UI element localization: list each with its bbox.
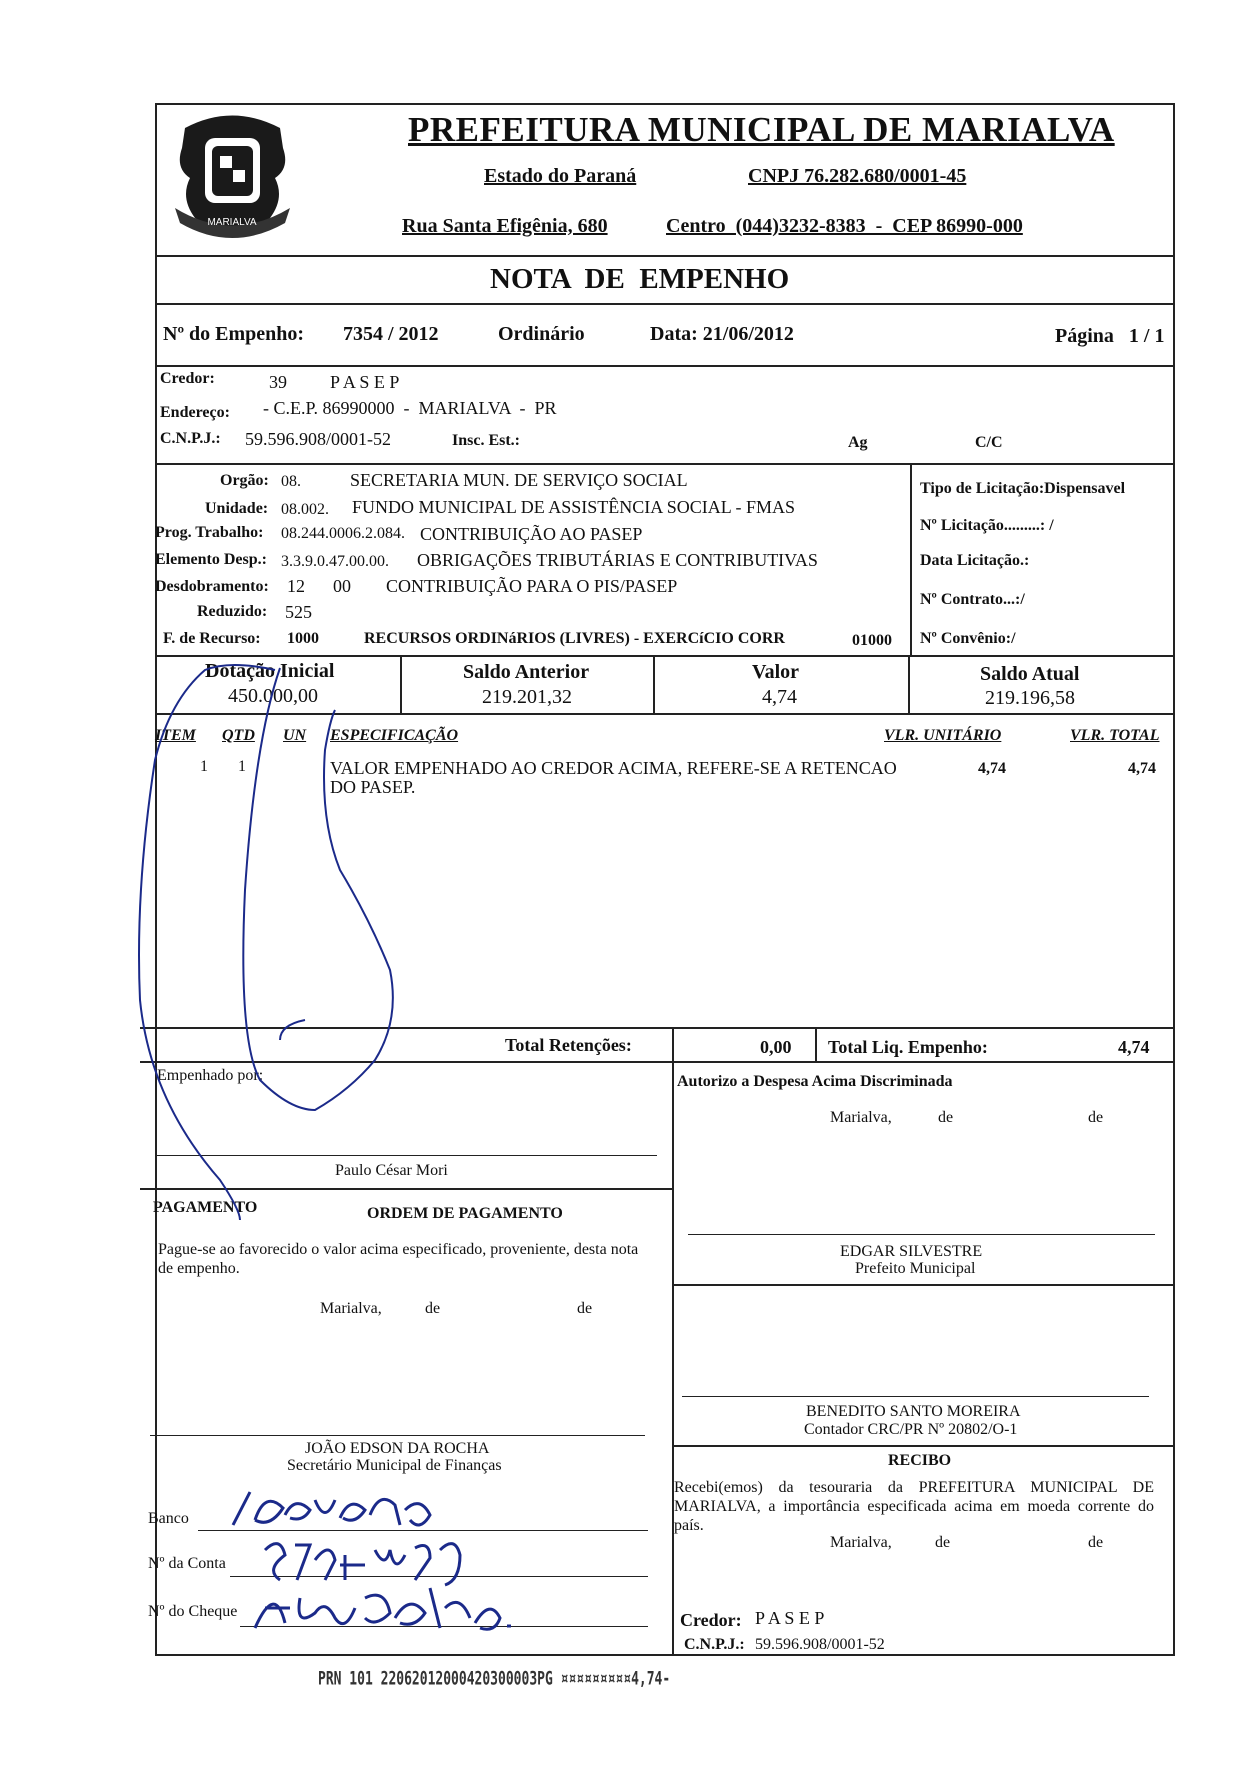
empenho-number-label: Nº do Empenho: xyxy=(163,323,305,345)
saldo-atual-label: Saldo Atual xyxy=(980,663,1080,685)
row-qtd: 1 xyxy=(238,758,246,775)
licitacao-contrato: Nº Contrato...:/ xyxy=(920,591,1025,608)
divider xyxy=(653,655,655,713)
desdob-label: Desdobramento: xyxy=(155,578,269,595)
row-vlr-total: 4,74 xyxy=(1128,760,1156,777)
recibo-de1: de xyxy=(935,1534,951,1551)
empenho-number: 7354 / 2012 xyxy=(343,323,439,345)
unidade-name: FUNDO MUNICIPAL DE ASSISTÊNCIA SOCIAL - FMAS xyxy=(352,497,796,517)
doc-title: NOTA DE EMPENHO xyxy=(490,263,790,295)
orgao-label: Orgão: xyxy=(220,472,269,489)
contador-nome: BENEDITO SANTO MOREIRA xyxy=(806,1403,1021,1420)
unidade-label: Unidade: xyxy=(205,500,269,517)
prog-code: 08.244.0006.2.084. xyxy=(281,525,405,542)
desdob-name: CONTRIBUIÇÃO PARA O PIS/PASEP xyxy=(386,576,678,596)
recurso-label: F. de Recurso: xyxy=(163,630,261,647)
row-espec-2: DO PASEP. xyxy=(330,777,416,797)
row-espec-1: VALOR EMPENHADO AO CREDOR ACIMA, REFERE-SE A RETENCAO xyxy=(330,758,897,778)
pague-de2: de xyxy=(577,1300,593,1317)
row-item: 1 xyxy=(200,758,208,775)
cnpj-credor-label: C.N.P.J.: xyxy=(160,430,221,447)
signature-line xyxy=(150,1435,645,1436)
signature-line xyxy=(682,1396,1149,1397)
liquido-label: Total Liq. Empenho: xyxy=(828,1037,988,1057)
address-label: Endereço: xyxy=(160,404,230,421)
licitacao-convenio: Nº Convênio:/ xyxy=(920,630,1016,647)
banco-label: Banco xyxy=(148,1510,189,1527)
ag-label: Ag xyxy=(848,434,868,451)
signature-line xyxy=(688,1234,1155,1235)
recibo-city: Marialva, xyxy=(830,1534,892,1551)
saldo-anterior-label: Saldo Anterior xyxy=(463,661,590,683)
crest-icon xyxy=(165,108,300,248)
empenho-type: Ordinário xyxy=(498,323,585,345)
pague-de1: de xyxy=(425,1300,441,1317)
pague-text: Pague-se ao favorecido o valor acima especificado, proveniente, desta nota de empenho. xyxy=(158,1241,639,1277)
empenho-date: Data: 21/06/2012 xyxy=(650,323,794,345)
elemento-label: Elemento Desp.: xyxy=(155,551,267,568)
desdob-code2: 00 xyxy=(333,576,351,596)
cc-label: C/C xyxy=(975,434,1003,451)
pague-city: Marialva, xyxy=(320,1300,382,1317)
valor-value: 4,74 xyxy=(762,686,797,708)
recurso-code: 1000 xyxy=(287,630,319,647)
empenhado-nome: Paulo César Mori xyxy=(335,1162,448,1179)
reduzido-label: Reduzido: xyxy=(197,603,268,620)
divider xyxy=(155,303,1175,305)
page-title: PREFEITURA MUNICIPAL DE MARIALVA xyxy=(408,110,1115,149)
desdob-code1: 12 xyxy=(287,576,305,596)
saldo-anterior-value: 219.201,32 xyxy=(482,686,572,708)
liquido-value: 4,74 xyxy=(1118,1037,1150,1057)
credor-code: 39 xyxy=(269,372,287,392)
divider xyxy=(672,1061,674,1656)
saldo-atual-value: 219.196,58 xyxy=(985,687,1075,709)
autorizo-label: Autorizo a Despesa Acima Discriminada xyxy=(677,1073,953,1090)
svg-text:MARIALVA: MARIALVA xyxy=(207,217,257,228)
cashier-stamp: PRN 101 22062012000420300003PG ¤¤¤¤¤¤¤¤¤4,74- xyxy=(318,1669,671,1690)
valor-label: Valor xyxy=(752,661,800,683)
contact-label: Centro (044)3232-8383 - CEP 86990-000 xyxy=(666,215,1023,237)
recibo-credor-nome: P A S E P xyxy=(755,1608,825,1628)
insc-est-label: Insc. Est.: xyxy=(452,432,521,449)
prog-name: CONTRIBUIÇÃO AO PASEP xyxy=(420,524,643,544)
divider xyxy=(155,463,1175,465)
cnpj-credor: 59.596.908/0001-52 xyxy=(245,429,391,449)
recibo-credor-label: Credor: xyxy=(680,1610,742,1630)
recurso-extra: 01000 xyxy=(852,632,892,649)
col-vlr-unit: VLR. UNITÁRIO xyxy=(884,727,1002,744)
contador-cargo: Contador CRC/PR Nº 20802/O-1 xyxy=(804,1421,1018,1438)
autorizo-de2: de xyxy=(1088,1109,1104,1126)
state-label: Estado do Paraná xyxy=(484,165,637,187)
unidade-code: 08.002. xyxy=(281,501,329,518)
secretario-cargo: Secretário Municipal de Finanças xyxy=(287,1457,502,1474)
secretario-nome: JOÃO EDSON DA ROCHA xyxy=(305,1440,490,1457)
divider xyxy=(155,365,1175,367)
page-number: Página 1 / 1 xyxy=(1055,325,1165,347)
divider xyxy=(815,1027,817,1061)
col-qtd: QTD xyxy=(222,727,255,744)
divider xyxy=(672,1445,1175,1447)
licitacao-data: Data Licitação.: xyxy=(920,552,1030,569)
prefeito-nome: EDGAR SILVESTRE xyxy=(840,1243,983,1260)
pen-stroke-decoration xyxy=(130,640,480,1220)
divider xyxy=(155,255,1175,257)
pagamento-label: PAGAMENTO xyxy=(153,1199,258,1216)
ordem-label: ORDEM DE PAGAMENTO xyxy=(367,1205,563,1222)
reduzido: 525 xyxy=(285,602,312,622)
col-espec: ESPECIFICAÇÃO xyxy=(330,727,459,744)
autorizo-city: Marialva, xyxy=(830,1109,892,1126)
recibo-label: RECIBO xyxy=(888,1452,952,1469)
credor-label: Credor: xyxy=(160,370,215,387)
licitacao-numero: Nº Licitação.........: / xyxy=(920,517,1054,534)
retencoes-value: 0,00 xyxy=(760,1037,792,1057)
orgao-name: SECRETARIA MUN. DE SERVIÇO SOCIAL xyxy=(350,470,688,490)
retencoes-label: Total Retenções: xyxy=(505,1035,632,1055)
handwriting-cheque xyxy=(245,1578,525,1638)
dotacao-value: 450.000,00 xyxy=(228,685,318,707)
licitacao-tipo: Tipo de Licitação:Dispensavel xyxy=(920,480,1126,497)
orgao-code: 08. xyxy=(281,473,301,490)
recibo-text: Recebi(emos) da tesouraria da PREFEITURA MUNICIPAL DE MARIALVA, a importância especificada acima em moeda corrente do país. xyxy=(674,1479,1154,1534)
row-vlr-unit: 4,74 xyxy=(978,760,1006,777)
prog-label: Prog. Trabalho: xyxy=(155,524,264,541)
cheque-label: Nº do Cheque xyxy=(148,1603,238,1620)
recibo-de2: de xyxy=(1088,1534,1104,1551)
col-item: ITEM xyxy=(155,727,196,744)
cnpj-label: CNPJ 76.282.680/0001-45 xyxy=(748,165,967,187)
elemento-name: OBRIGAÇÕES TRIBUTÁRIAS E CONTRIBUTIVAS xyxy=(417,550,818,570)
dotacao-label: Dotação Inicial xyxy=(205,660,335,682)
conta-label: Nº da Conta xyxy=(148,1555,226,1572)
credor-name: P A S E P xyxy=(330,372,400,392)
recibo-cnpj-label: C.N.P.J.: xyxy=(684,1636,745,1653)
empenhado-por-label: Empenhado por: xyxy=(157,1067,264,1084)
divider xyxy=(908,655,910,713)
elemento-code: 3.3.9.0.47.00.00. xyxy=(281,553,389,570)
divider xyxy=(910,463,912,655)
prefeito-cargo: Prefeito Municipal xyxy=(855,1260,976,1277)
col-vlr-total: VLR. TOTAL xyxy=(1070,727,1160,744)
address: - C.E.P. 86990000 - MARIALVA - PR xyxy=(263,398,557,418)
autorizo-de1: de xyxy=(938,1109,954,1126)
col-un: UN xyxy=(283,727,307,744)
recurso-name: RECURSOS ORDINáRIOS (LIVRES) - EXERCíCIO CORR xyxy=(364,630,785,647)
crest-logo xyxy=(165,108,300,248)
divider xyxy=(672,1284,1175,1286)
street-label: Rua Santa Efigênia, 680 xyxy=(402,215,608,237)
recibo-cnpj: 59.596.908/0001-52 xyxy=(755,1636,885,1653)
